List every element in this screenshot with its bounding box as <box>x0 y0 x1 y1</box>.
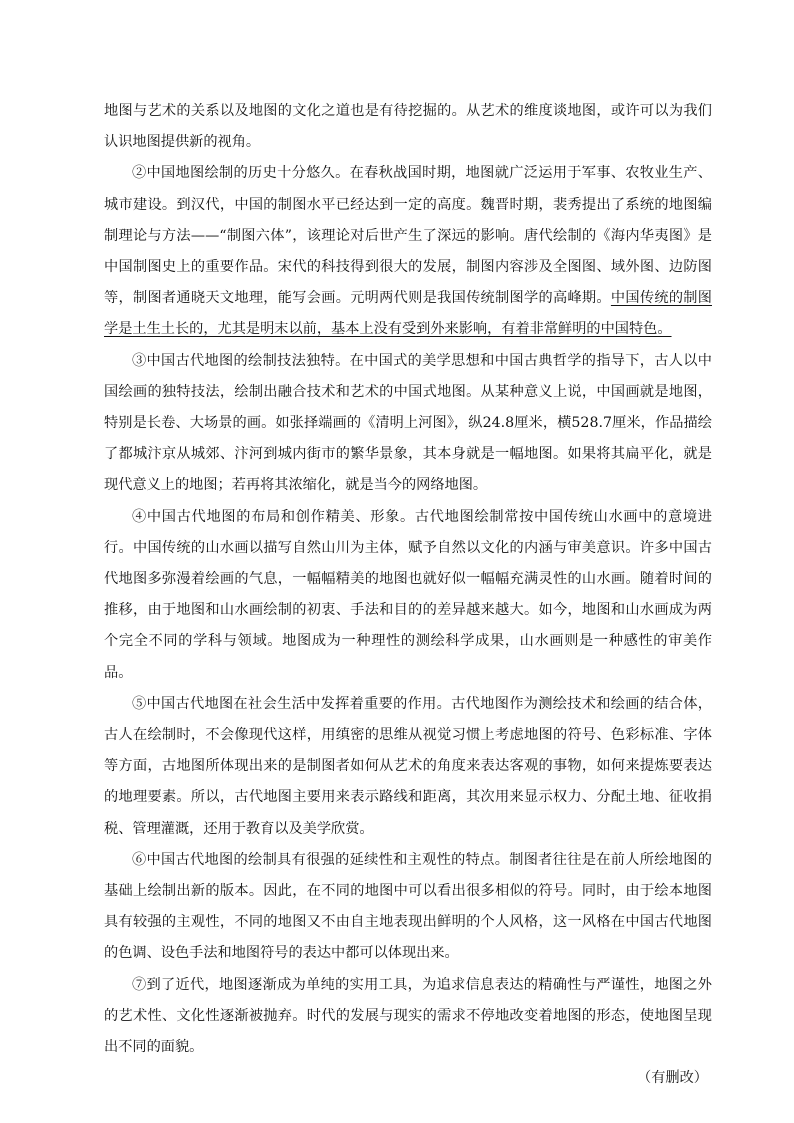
paragraph-4-text: ④中国古代地图的布局和创作精美、形象。古代地图绘制常按中国传统山水画中的意境进行。中国传统的山水画以描写自然山川为主体，赋予自然以文化的内涵与审美意识。许多中国古代地图多弥漫着绘画的气息，一幅幅精美的地图也就好似一幅幅充满灵性的山水画。随着时间的推移，由于地图和山水画绘制的初衷、手法和目的的差异越来越大。如今，地图和山水画成为两个完全不同的学科与领域。地图成为一种理性的测绘科学成果，山水画则是一种感性的审美作品。 <box>104 508 712 681</box>
paragraph-3-text: ③中国古代地图的绘制技法独特。在中国式的美学思想和中国古典哲学的指导下，古人以中国绘画的独特技法，绘制出融合技术和艺术的中国式地图。从某种意义上说，中国画就是地图，特别是长卷、大场景的画。如张择端画的《清明上河图》，纵24.8厘米，横528.7厘米，作品描绘了都城汴京从城郊、汴河到城内街市的繁华景象，其本身就是一幅地图。如果将其扁平化，就是现代意义上的地图；若再将其浓缩化，就是当今的网络地图。 <box>104 352 712 494</box>
paragraph-2-text: ②中国地图绘制的历史十分悠久。在春秋战国时期，地图就广泛运用于军事、农牧业生产、城市建设。到汉代，中国的制图水平已经达到一定的高度。魏晋时期，裴秀提出了系统的地图编制理论与方法——“制图六体”，该理论对后世产生了深远的影响。唐代绘制的《海内华夷图》是中国制图史上的重要作品。宋代的科技得到很大的发展，制图内容涉及全图图、域外图、边防图等，制图者通晓天文地理，能写会画。元明两代则是我国传统制图学的高峰期。 <box>104 165 712 307</box>
paragraph-4 <box>104 502 712 689</box>
paragraph-7-text: ⑦到了近代，地图逐渐成为单纯的实用工具，为追求信息表达的精确性与严谨性，地图之外的艺术性、文化性逐渐被抛弃。时代的发展与现实的需求不停地改变着地图的形态，使地图呈现出不同的面貌。 <box>104 976 712 1056</box>
paragraph-5-text: ⑤中国古代地图在社会生活中发挥着重要的作用。古代地图作为测绘技术和绘画的结合体，古人在绘制时，不会像现代这样，用缜密的思维从视觉习惯上考虑地图的符号、色彩标准、字体等方面，古地图所体现出来的是制图者如何从艺术的角度来表达客观的事物，如何来提炼要表达的地理要素。所以，古代地图主要用来表示路线和距离，其次用来显示权力、分配土地、征收捐税、管理灌溉，还用于教育以及美学欣赏。 <box>104 695 712 837</box>
paragraph-3 <box>104 346 712 502</box>
paragraph-7 <box>104 970 712 1064</box>
underlined-sentence: 中国传统的制图学是土生土长的，尤其是明末以前，基本上没有受到外来影响，有着非常鲜明的中国特色。 <box>104 290 712 338</box>
paragraph-1 <box>104 96 712 158</box>
source-note: （有删改） <box>637 1070 708 1087</box>
document-body <box>104 96 712 1095</box>
paragraph-1-text: 地图与艺术的关系以及地图的文化之道也是有待挖掘的。从艺术的维度谈地图，或许可以为我们认识地图提供新的视角。 <box>104 103 712 151</box>
paragraph-6 <box>104 845 712 970</box>
paragraph-6-text: ⑥中国古代地图的绘制具有很强的延续性和主观性的特点。制图者往往是在前人所绘地图的基础上绘制出新的版本。因此，在不同的地图中可以看出很多相似的符号。同时，由于绘本地图具有较强的主观性，不同的地图又不由自主地表现出鲜明的个人风格，这一风格在中国古代地图的色调、设色手法和地图符号的表达中都可以体现出来。 <box>104 851 712 962</box>
paragraph-5 <box>104 689 712 845</box>
paragraph-2 <box>104 158 712 345</box>
